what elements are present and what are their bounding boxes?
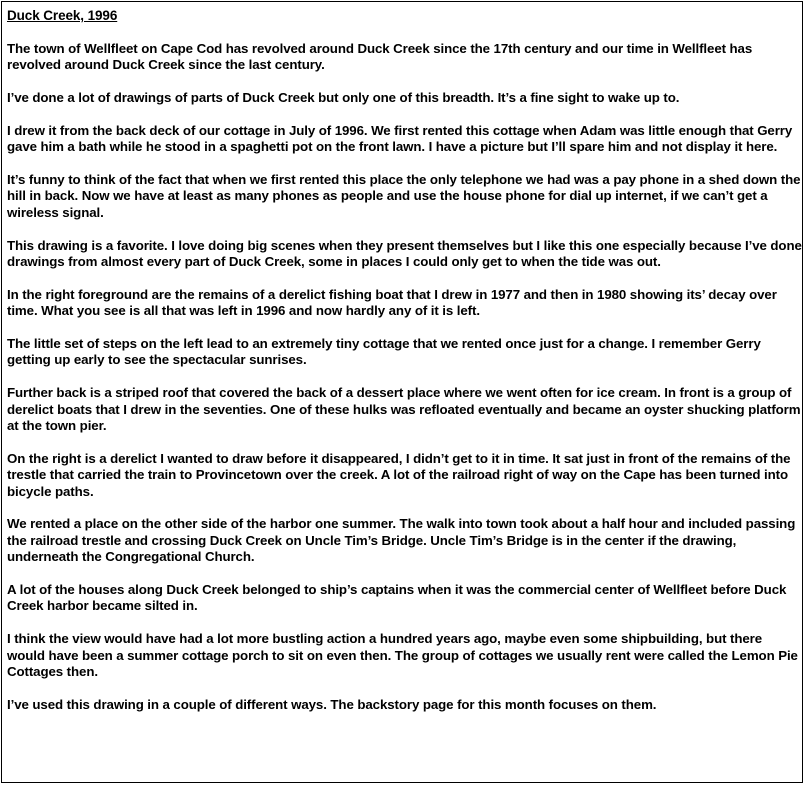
document-title: Duck Creek, 1996 (7, 8, 118, 23)
paragraph-9: On the right is a derelict I wanted to draw before it disappeared, I didn’t get to it in time. It sat just in front of the remains of the trestle that carried the train to Provincetown over the creek. A lot of the railroad right of way on the Cape has been turned into bicycle paths. (7, 450, 791, 499)
paragraph-2: I’ve done a lot of drawings of parts of Duck Creek but only one of this breadth. It’s a fine sight to wake up to. (7, 90, 680, 105)
paragraph-12: I think the view would have had a lot more bustling action a hundred years ago, maybe even some shipbuilding, but there would have been a summer cottage porch to sit on even then. The group of cottages we usually rent were called the Lemon Pie Cottages then. (7, 631, 798, 680)
paragraph-13: I’ve used this drawing in a couple of different ways. The backstory page for this month focuses on them. (7, 696, 657, 712)
text-box-frame (1, 1, 803, 783)
paragraph-11: A lot of the houses along Duck Creek belonged to ship’s captains when it was the commercial center of Wellfleet before Duck Creek harbor became silted in. (7, 582, 787, 614)
paragraph-1: The town of Wellfleet on Cape Cod has revolved around Duck Creek since the 17th century and our time in Wellfleet has revolved around Duck Creek since the last century. (7, 40, 753, 73)
document-body (7, 8, 803, 730)
paragraph-5: This drawing is a favorite. I love doing big scenes when they present themselves but I like this one especially because I’ve done drawings from almost every part of Duck Creek, some in places I could only get to when the tide was out. (7, 237, 802, 270)
paragraph-4: It’s funny to think of the fact that when we first rented this place the only telephone we had was a pay phone in a shed down the hill in back. Now we have at least as many phones as people and use the house phone for dial up internet, if we can’t get a wireless signal. (7, 172, 801, 220)
paragraph-7: The little set of steps on the left lead to an extremely tiny cottage that we rented once just for a change. I remember Gerry getting up early to see the spectacular sunrises. (7, 336, 761, 368)
paragraph-8: Further back is a striped roof that covered the back of a dessert place where we went often for ice cream. In front is a group of derelict boats that I drew in the seventies. One of these hulks was refloated eventually and became an oyster shucking platform at the town pier. (7, 385, 801, 434)
paragraph-3: I drew it from the back deck of our cottage in July of 1996. We first rented this cottage when Adam was little enough that Gerry gave him a bath while he stood in a spaghetti pot on the front lawn. I have a picture but I’ll spare him and not display it here. (7, 122, 793, 155)
paragraph-10: We rented a place on the other side of the harbor one summer. The walk into town took about a half hour and included passing the railroad trestle and crossing Duck Creek on Uncle Tim’s Bridge. Uncle Tim’s Bridge is in the center if the drawing, underneath the Congregational Church. (7, 516, 796, 565)
paragraph-6: In the right foreground are the remains of a derelict fishing boat that I drew in 1977 and then in 1980 showing its’ decay over time. What you see is all that was left in 1996 and now hardly any of it is left. (7, 286, 777, 319)
